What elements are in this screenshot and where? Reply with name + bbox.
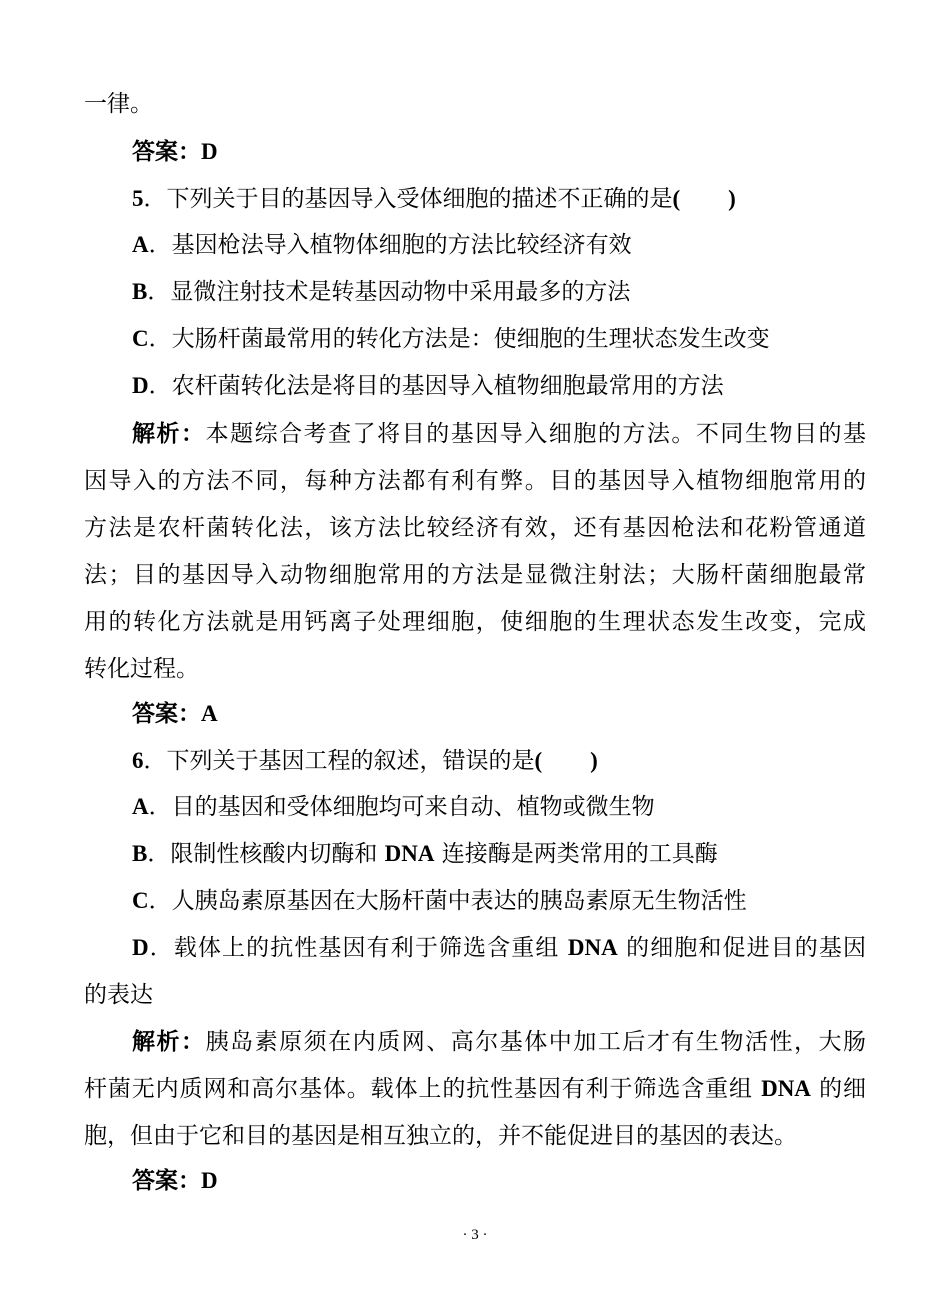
- question-5-analysis-line-2: 因导入的方法不同，每种方法都有利有弊。目的基因导入植物细胞常用的: [84, 468, 866, 494]
- question-5-option-d: D．农杆菌转化法是将目的基因导入植物细胞最常用的方法: [132, 373, 724, 399]
- question-5-analysis-line-5: 用的转化方法就是用钙离子处理细胞，使细胞的生理状态发生改变，完成: [84, 609, 866, 635]
- question-5-option-a: A．基因枪法导入植物体细胞的方法比较经济有效: [132, 232, 632, 258]
- previous-answer: 答案：D: [132, 138, 218, 165]
- question-5-option-c: C．大肠杆菌最常用的转化方法是：使细胞的生理状态发生改变: [132, 326, 770, 352]
- question-6-analysis-line-2: 杆菌无内质网和高尔基体。载体上的抗性基因有利于筛选含重组 DNA 的细: [84, 1076, 867, 1102]
- question-5-stem: 5．下列关于目的基因导入受体细胞的描述不正确的是( ): [132, 186, 736, 212]
- question-6-stem: 6．下列关于基因工程的叙述，错误的是( ): [132, 748, 598, 774]
- question-5-analysis-line-6: 转化过程。: [84, 656, 199, 682]
- question-6-answer: 答案：D: [132, 1167, 218, 1194]
- question-6-option-a: A．目的基因和受体细胞均可来自动、植物或微生物: [132, 794, 655, 820]
- question-5-analysis-line-3: 方法是农杆菌转化法，该方法比较经济有效，还有基因枪法和花粉管通道: [84, 515, 866, 541]
- question-6-analysis-line-3: 胞，但由于它和目的基因是相互独立的，并不能促进目的基因的表达。: [84, 1123, 797, 1149]
- question-6-option-c: C．人胰岛素原基因在大肠杆菌中表达的胰岛素原无生物活性: [132, 888, 747, 914]
- question-5-analysis-line-4: 法；目的基因导入动物细胞常用的方法是显微注射法；大肠杆菌细胞最常: [84, 562, 866, 588]
- question-6-option-d-continuation: 的表达: [84, 982, 153, 1008]
- question-6-option-d: D．载体上的抗性基因有利于筛选含重组 DNA 的细胞和促进目的基因: [132, 935, 867, 961]
- question-6-option-b: B．限制性核酸内切酶和 DNA 连接酶是两类常用的工具酶: [132, 841, 718, 867]
- question-5-answer: 答案：A: [132, 700, 218, 727]
- page-number: · 3 ·: [462, 1227, 488, 1243]
- previous-analysis-tail: 一律。: [84, 91, 153, 117]
- question-5-analysis-line-1: 解析：本题综合考查了将目的基因导入细胞的方法。不同生物目的基: [132, 420, 867, 447]
- question-5-option-b: B．显微注射技术是转基因动物中采用最多的方法: [132, 279, 631, 305]
- question-6-analysis-line-1: 解析：胰岛素原须在内质网、高尔基体中加工后才有生物活性，大肠: [132, 1028, 867, 1055]
